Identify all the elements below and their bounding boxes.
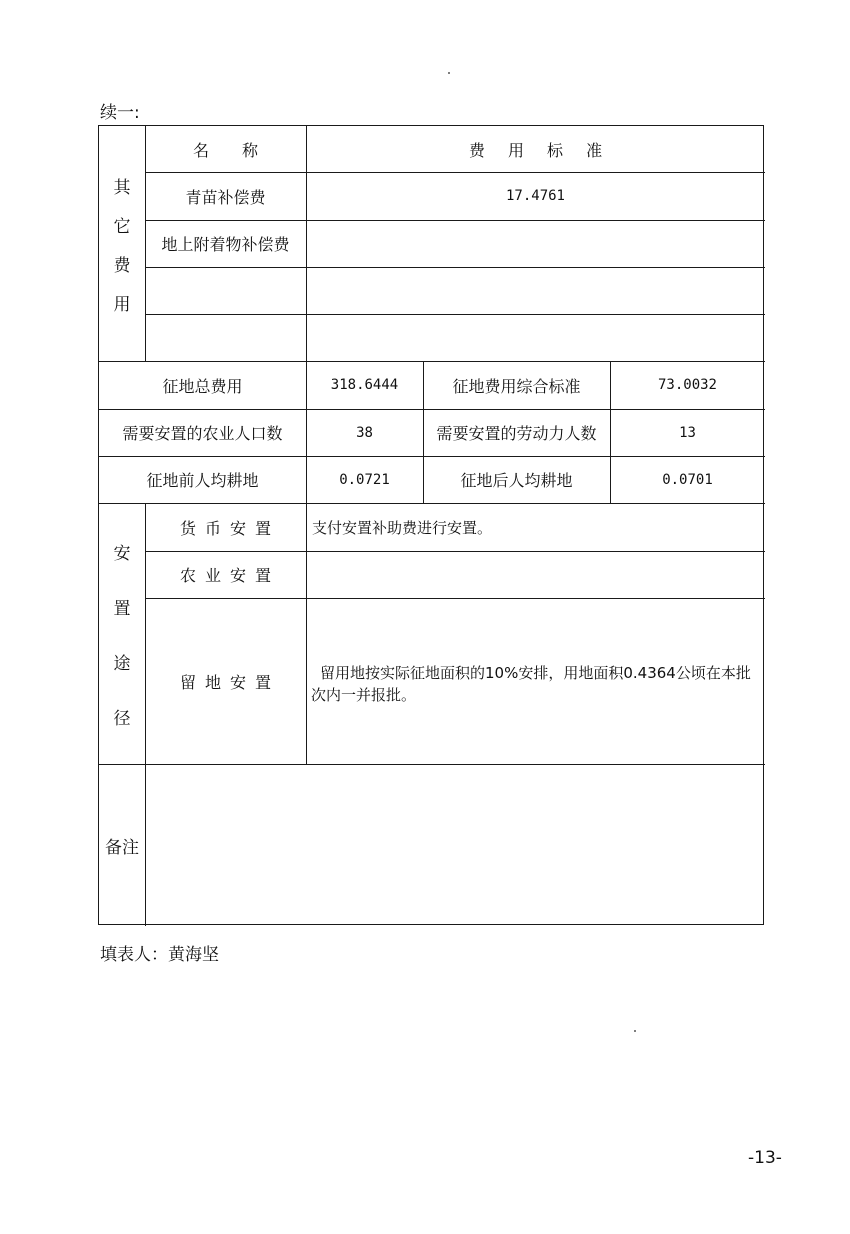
remarks-content — [145, 764, 765, 926]
fee-name — [145, 314, 306, 361]
fee-name: 青苗补偿费 — [185, 187, 266, 207]
resettlement-description — [306, 551, 765, 598]
summary-value: 73.0032 — [657, 377, 717, 393]
continuation-label: 续一: — [100, 103, 140, 123]
summary-label: 需要安置的农业人口数 — [122, 424, 283, 443]
resettlement-section-label — [99, 503, 145, 764]
fee-value — [306, 267, 765, 314]
fee-value — [306, 220, 765, 267]
summary-value: 318.6444 — [330, 377, 399, 393]
summary-label: 征地后人均耕地 — [460, 471, 573, 490]
section-char: 费 — [113, 255, 131, 276]
section-char: 其 — [113, 177, 131, 198]
scan-speck — [448, 72, 450, 74]
fee-name — [145, 267, 306, 314]
section-char: 安 — [113, 543, 131, 564]
section-char: 置 — [113, 598, 131, 619]
page-number: -13- — [748, 1148, 782, 1168]
summary-value: 0.0701 — [662, 471, 713, 488]
resettlement-description: 支付安置补助费进行安置。 — [312, 518, 493, 537]
summary-label: 征地总费用 — [162, 376, 243, 396]
resettlement-type-label: 留地安置 — [179, 672, 280, 692]
scan-speck — [634, 1030, 636, 1032]
form-filler: 填表人：黄海坚 — [100, 945, 219, 965]
resettlement-type-label: 农业安置 — [179, 566, 280, 585]
summary-value: 38 — [356, 424, 373, 441]
summary-value: 13 — [679, 424, 696, 441]
remarks-label: 备注 — [105, 837, 139, 858]
land-acquisition-table — [98, 125, 764, 925]
section-char: 用 — [113, 294, 131, 315]
section-char: 径 — [113, 708, 131, 729]
summary-value: 0.0721 — [339, 471, 390, 488]
other-fees-section-label — [99, 126, 145, 361]
resettlement-description: 留用地按实际征地面积的10%安排，用地面积0.4364公顷在本批次内一并报批。 — [311, 664, 751, 704]
section-char: 它 — [113, 216, 131, 237]
fee-value: 17.4761 — [505, 188, 565, 204]
summary-label: 需要安置的劳动力人数 — [436, 424, 597, 443]
col-standard-header: 费 用 标 准 — [468, 140, 612, 160]
col-name-header: 名 称 — [192, 140, 273, 160]
resettlement-type-label: 货币安置 — [179, 518, 280, 538]
section-char: 途 — [113, 653, 131, 674]
fee-name: 地上附着物补偿费 — [161, 235, 290, 254]
summary-label: 征地前人均耕地 — [146, 471, 259, 490]
fee-value — [306, 314, 765, 361]
summary-label: 征地费用综合标准 — [452, 376, 581, 396]
